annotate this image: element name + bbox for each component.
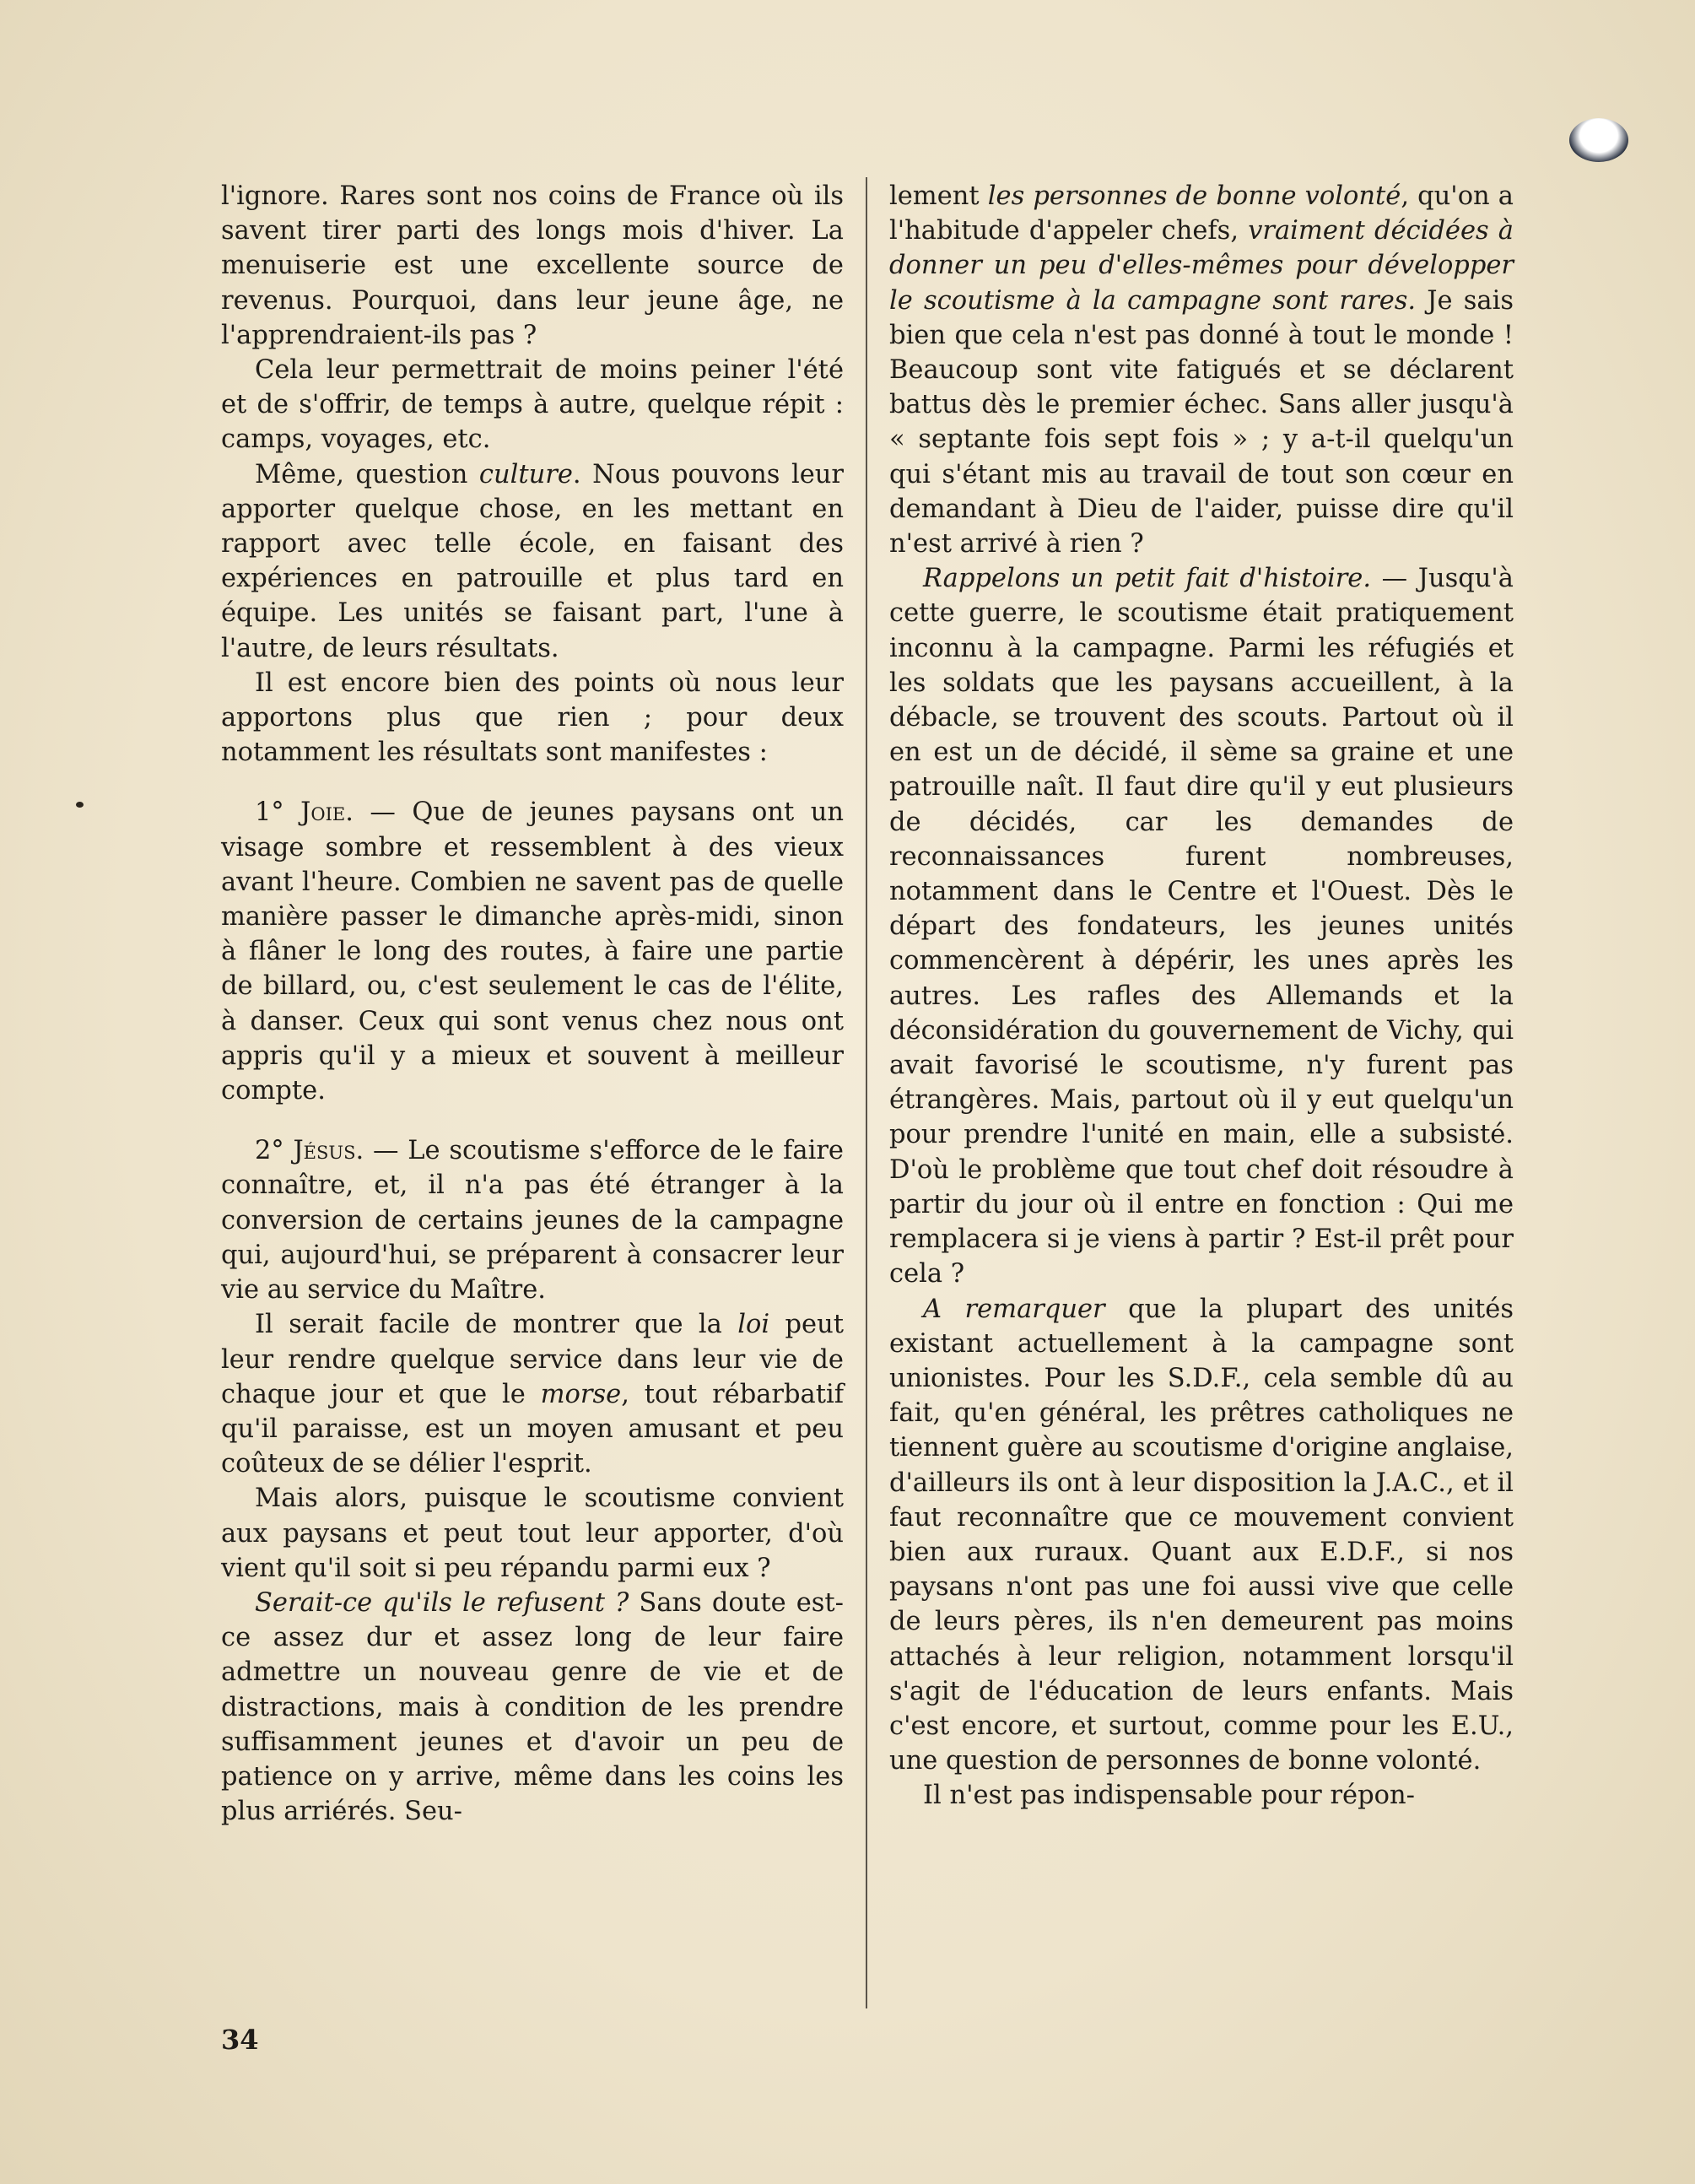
italic-run: Serait-ce qu'ils le refusent ? bbox=[255, 1587, 629, 1618]
paragraph bbox=[889, 561, 1514, 1291]
paragraph bbox=[221, 1307, 844, 1481]
italic-run: culture bbox=[478, 459, 573, 489]
text-run: que la plupart des unités existant actuellement à la campagne sont unionistes. Pour les S.D.F., cela semble dû au fait, qu'en général, les prêtres catholiques ne tiennent guère au scoutisme d'origine anglaise, d'ailleurs ils ont à leur disposition la J.A.C., et il faut reconnaître que ce mouvement convient bien aux ruraux. Quant aux E.D.F., si nos paysans n'ont pas une foi aussi vive que celle de leurs pères, ils n'en demeurent pas moins attachés à leur religion, notamment lorsqu'il s'agit de l'éducation de leurs enfants. Mais c'est encore, et surtout, comme pour les E.U., une question de personnes de bonne volonté. bbox=[889, 1294, 1514, 1776]
paragraph bbox=[221, 1586, 844, 1829]
text-run: lement bbox=[889, 181, 988, 211]
paragraph bbox=[889, 1292, 1514, 1779]
italic-run: morse bbox=[540, 1379, 622, 1409]
paragraph: l'ignore. Rares sont nos coins de France où ils savent tirer parti des longs mois d'hiver. La menuiserie est une excellente source de revenus. Pourquoi, dans leur jeune âge, ne l'apprendraient-ils pas ? bbox=[221, 181, 844, 350]
text-run: Il serait facile de montrer que la bbox=[255, 1310, 738, 1340]
paragraph: Il n'est pas indispensable pour répon- bbox=[923, 1781, 1415, 1811]
text-run: , tout rébarbatif qu'il paraisse, est un moyen amusant et peu coûteux de se délier l'esprit. bbox=[221, 1379, 844, 1479]
ink-speck bbox=[76, 802, 84, 808]
small-caps-heading: Jésus bbox=[293, 1136, 356, 1166]
italic-run: loi bbox=[737, 1310, 770, 1340]
text-run: , qu'on a l'habitude d'appeler chefs, bbox=[889, 181, 1514, 246]
paragraph-jesus bbox=[221, 1133, 844, 1307]
column-divider bbox=[866, 177, 867, 2008]
text-run: peut leur rendre quelque service dans leur vie de chaque jour et que le bbox=[221, 1310, 844, 1409]
italic-run: A remarquer bbox=[923, 1294, 1105, 1324]
paragraph bbox=[221, 457, 844, 666]
text-run: . — Que de jeunes paysans ont un visage sombre et ressemblent à des vieux avant l'heure. Combien ne savent pas de quelle manière passer le dimanche après-midi, sinon à flâner le long des routes, à faire une partie de billard, ou, c'est seulement le cas de l'élite, à danser. Ceux qui sont venus chez nous ont appris qu'il y a mieux et souvent à meilleur compte. bbox=[221, 797, 844, 1106]
text-run: — Jusqu'à cette guerre, le scoutisme était pratiquement inconnu à la campagne. Parmi les réfugiés et les soldats que les paysans accueillent, à la débacle, se trouvent des scouts. Partout où il en est un de décidé, il sème sa graine et une patrouille naît. Il faut dire qu'il y eut plusieurs de décidés, car les demandes de reconnaissances furent nombreuses, notamment dans le Centre et l'Ouest. Dès le départ des fondateurs, les jeunes unités commencèrent à dépérir, les unes après les autres. Les rafles des Allemands et la déconsidération du gouvernement de Vichy, qui avait favorisé le scoutisme, n'y furent pas étrangères. Mais, partout où il y eut quelqu'un pour prendre l'unité en main, elle a subsisté. D'où le problème que tout chef doit résoudre à partir du jour où il entre en fonction : Qui me remplacera si je viens à partir ? Est-il prêt pour cela ? bbox=[889, 564, 1514, 1289]
left-column bbox=[221, 179, 844, 1829]
italic-run: vraiment décidées à donner un peu d'elles-mêmes pour développer le scoutisme à la campagne sont rares. bbox=[889, 216, 1514, 316]
page-number: 34 bbox=[221, 2024, 259, 2056]
list-number: 2° bbox=[255, 1136, 294, 1166]
text-run: . Nous pouvons leur apporter quelque chose, en les mettant en rapport avec telle école, en faisant des expériences en patrouille et plus tard en équipe. Les unités se faisant part, l'une à l'autre, de leurs résultats. bbox=[221, 459, 844, 663]
text-run: Je sais bien que cela n'est pas donné à tout le monde ! Beaucoup sont vite fatigués et se déclarent battus dès le premier échec. Sans aller jusqu'à « septante fois sept fois » ; y a-t-il quelqu'un qui s'étant mis au travail de tout son cœur en demandant à Dieu de l'aider, puisse dire qu'il n'est arrivé à rien ? bbox=[889, 285, 1514, 560]
list-number: 1° bbox=[255, 797, 301, 828]
text-run: . — Le scoutisme s'efforce de le faire connaître, et, il n'a pas été étranger à la conversion de certains jeunes de la campagne qui, aujourd'hui, se préparent à consacrer leur vie au service du Maître. bbox=[221, 1136, 844, 1306]
punch-hole bbox=[1569, 118, 1628, 162]
paragraph: Mais alors, puisque le scoutisme convient aux paysans et peut tout leur apporter, d'où vient qu'il soit si peu répandu parmi eux ? bbox=[221, 1484, 844, 1583]
paragraph bbox=[889, 179, 1514, 561]
italic-run: les personnes de bonne volonté bbox=[987, 181, 1401, 211]
small-caps-heading: Joie bbox=[300, 797, 346, 828]
text-run: Même, question bbox=[255, 459, 479, 489]
paragraph: Cela leur permettrait de moins peiner l'été et de s'offrir, de temps à autre, quelque répit : camps, voyages, etc. bbox=[221, 355, 844, 455]
text-run: Sans doute est-ce assez dur et assez long de leur faire admettre un nouveau genre de vie et de distractions, mais à condition de les prendre suffisamment jeunes et d'avoir un peu de patience on y arrive, même dans les coins les plus arriérés. Seu- bbox=[221, 1587, 844, 1827]
italic-run: Rappelons un petit fait d'histoire. bbox=[923, 564, 1372, 594]
paragraph: Il est encore bien des points où nous leur apportons plus que rien ; pour deux notamment les résultats sont manifestes : bbox=[221, 668, 844, 768]
right-column bbox=[889, 179, 1514, 1814]
paragraph-joie bbox=[221, 795, 844, 1108]
